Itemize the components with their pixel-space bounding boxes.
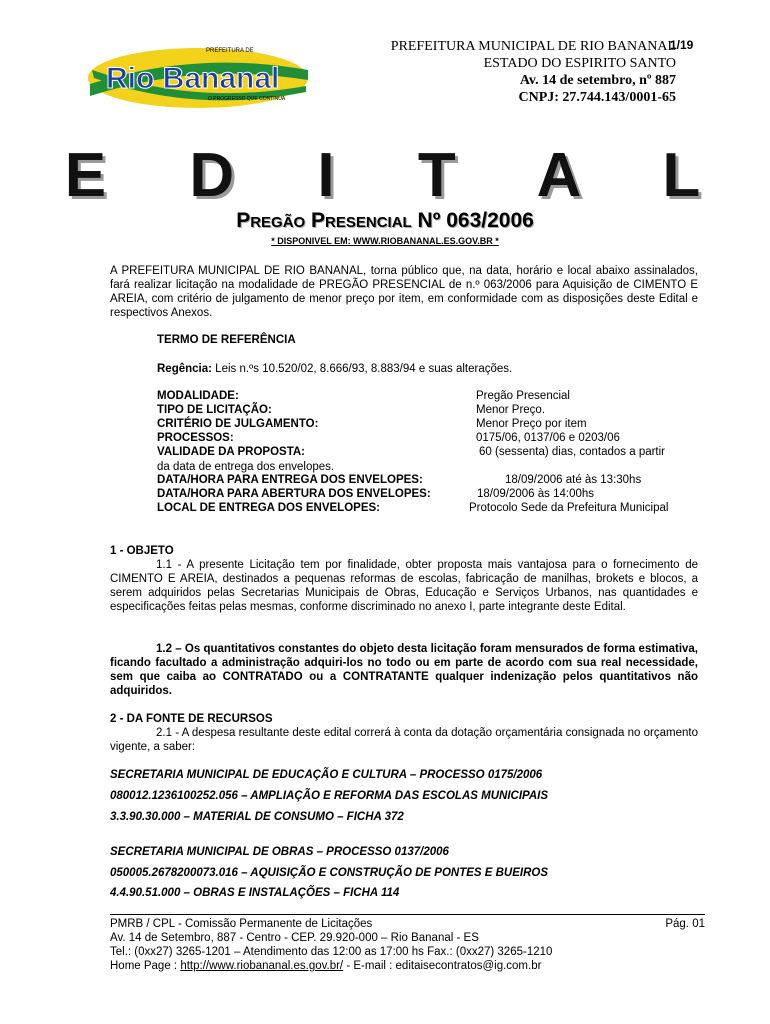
field-value: 18/09/2006 às 14:00hs bbox=[477, 488, 595, 500]
institution-header bbox=[391, 38, 676, 106]
svg-text:Rio Bananal: Rio Bananal bbox=[106, 62, 280, 95]
validade-continuation: da data de entrega dos envelopes. bbox=[157, 461, 335, 473]
regencia-line bbox=[157, 362, 512, 376]
objeto-paragraph-1-1: 1.1 - A presente Licitação tem por finalidade, obter proposta mais vantajosa para o fornecimento de CIMENTO E AREIA, destinados a pequenas reformas de escolas, fabricação de manilhas, brokets e blocos, a serem adquiridos pelas Secretarias Municipais de Obras, Educação e Serviços Urbanos, nas quantidades e especificações feitas pelas mesmas, conforme discriminado no anexo I, parte integrante deste Edital. bbox=[110, 559, 698, 613]
header-cnpj: CNPJ: 27.744.143/0001-65 bbox=[518, 90, 676, 105]
header-address: Av. 14 de setembro, nº 887 bbox=[519, 73, 676, 88]
field-row bbox=[157, 446, 698, 460]
page-marker: 1/19 bbox=[670, 38, 694, 52]
footer-line1: PMRB / CPL - Comissão Permanente de Licitações bbox=[110, 918, 373, 930]
page-footer bbox=[110, 914, 705, 973]
dotacao-line: 3.3.90.30.000 – MATERIAL DE CONSUMO – FICHA 372 bbox=[110, 811, 404, 823]
regencia-text: Leis n.ºs 10.520/02, 8.666/93, 8.883/94 e suas alterações. bbox=[215, 363, 513, 375]
field-row bbox=[157, 432, 698, 446]
termo-heading: TERMO DE REFERÊNCIA bbox=[157, 334, 296, 346]
footer-phone: Tel.: (0xx27) 3265-1201 – Atendimento das 12:00 as 17:00 hs Fax.: (0xx27) 3265-1210 bbox=[110, 946, 553, 958]
field-label: DATA/HORA PARA ENTREGA DOS ENVELOPES: bbox=[157, 474, 423, 486]
availability-note: * DISPONIVEL EM: WWW.RIOBANANAL.ES.GOV.BR * bbox=[271, 236, 499, 246]
field-value: Menor Preço. bbox=[476, 404, 546, 416]
svg-text:O PROGRESSO QUE CONTINUA: O PROGRESSO QUE CONTINUA bbox=[208, 96, 286, 102]
field-row bbox=[157, 474, 698, 488]
field-value: 18/09/2006 até às 13:30hs bbox=[505, 474, 642, 486]
field-value: 0175/06, 0137/06 e 0203/06 bbox=[476, 432, 620, 444]
field-label: DATA/HORA PARA ABERTURA DOS ENVELOPES: bbox=[157, 488, 431, 500]
dotacao-line: 4.4.90.51.000 – OBRAS E INSTALAÇÕES – FICHA 114 bbox=[110, 887, 400, 899]
field-label: LOCAL DE ENTREGA DOS ENVELOPES: bbox=[157, 502, 380, 514]
intro-paragraph: A PREFEITURA MUNICIPAL DE RIO BANANAL, torna público que, na data, horário e local abaixo assinalados, fará realizar licitação na modalidade de PREGÃO PRESENCIAL de n.º 063/2006 para Aquisição de CIMENTO E AREIA, com critério de julgamento de menor preço por item, em conformidade com as disposições deste Edital e respectivos Anexos. bbox=[110, 265, 698, 319]
fonte-heading: 2 - DA FONTE DE RECURSOS bbox=[110, 713, 273, 725]
document-title: E D I T A L bbox=[64, 141, 734, 210]
field-row bbox=[157, 404, 698, 418]
field-label: TIPO DE LICITAÇÃO: bbox=[157, 404, 272, 416]
home-page-link[interactable]: http://www.riobananal.es.gov.br/ bbox=[180, 960, 344, 972]
field-value: Menor Preço por item bbox=[476, 418, 587, 430]
objeto-paragraph-1-2: 1.2 – Os quantitativos constantes do objeto desta licitação foram mensurados de forma estimativa, ficando facultado a administração adquiri-los no todo ou em parte de acordo com sua real necessidade, sem que caiba ao CONTRATADO ou a CONTRATANTE qualquer indenização pelos quantitativos não adquiridos. bbox=[110, 643, 698, 697]
field-row bbox=[157, 488, 698, 502]
field-value: Pregão Presencial bbox=[476, 390, 570, 402]
footer-address: Av. 14 de Setembro, 887 - Centro - CEP. 29.920-000 – Rio Bananal - ES bbox=[110, 932, 479, 944]
regencia-label: Regência: bbox=[157, 363, 212, 375]
document-subtitle: Pregão Presencial Nº 063/2006 bbox=[236, 209, 534, 232]
dotacao-line: SECRETARIA MUNICIPAL DE OBRAS – PROCESSO 0137/2006 bbox=[110, 846, 449, 858]
field-row bbox=[157, 418, 698, 432]
home-page-label: Home Page : bbox=[110, 960, 178, 972]
dotacao-line: SECRETARIA MUNICIPAL DE EDUCAÇÃO E CULTURA – PROCESSO 0175/2006 bbox=[110, 769, 543, 781]
header-line2: ESTADO DO ESPIRITO SANTO bbox=[483, 56, 676, 71]
field-label: CRITÉRIO DE JULGAMENTO: bbox=[157, 418, 319, 430]
footer-email: - E-mail : editaisecontratos@ig.com.br bbox=[346, 960, 542, 972]
rio-bananal-logo bbox=[86, 40, 316, 114]
dotacao-line: 050005.2678200073.016 – AQUISIÇÃO E CONSTRUÇÃO DE PONTES E BUEIROS bbox=[110, 867, 549, 879]
field-label: VALIDADE DA PROPOSTA: bbox=[157, 446, 306, 458]
field-label: PROCESSOS: bbox=[157, 432, 234, 444]
fonte-paragraph-2-1: 2.1 - A despesa resultante deste edital correrá à conta da dotação orçamentária consignada no orçamento vigente, a saber: bbox=[110, 727, 698, 753]
footer-links bbox=[110, 959, 705, 973]
svg-text:PREFEITURA DE: PREFEITURA DE bbox=[206, 48, 254, 54]
header-line1: PREFEITURA MUNICIPAL DE RIO BANANAL bbox=[390, 39, 676, 54]
field-value: 60 (sessenta) dias, contados a partir bbox=[479, 446, 666, 458]
objeto-heading: 1 - OBJETO bbox=[110, 545, 174, 557]
field-row bbox=[157, 502, 698, 516]
dotacao-line: 080012.1236100252.056 – AMPLIAÇÃO E REFORMA DAS ESCOLAS MUNICIPAIS bbox=[110, 790, 548, 802]
field-label: MODALIDADE: bbox=[157, 390, 239, 402]
field-row bbox=[157, 390, 698, 404]
field-value: Protocolo Sede da Prefeitura Municipal bbox=[469, 502, 669, 514]
footer-page-number: Pág. 01 bbox=[665, 918, 705, 930]
